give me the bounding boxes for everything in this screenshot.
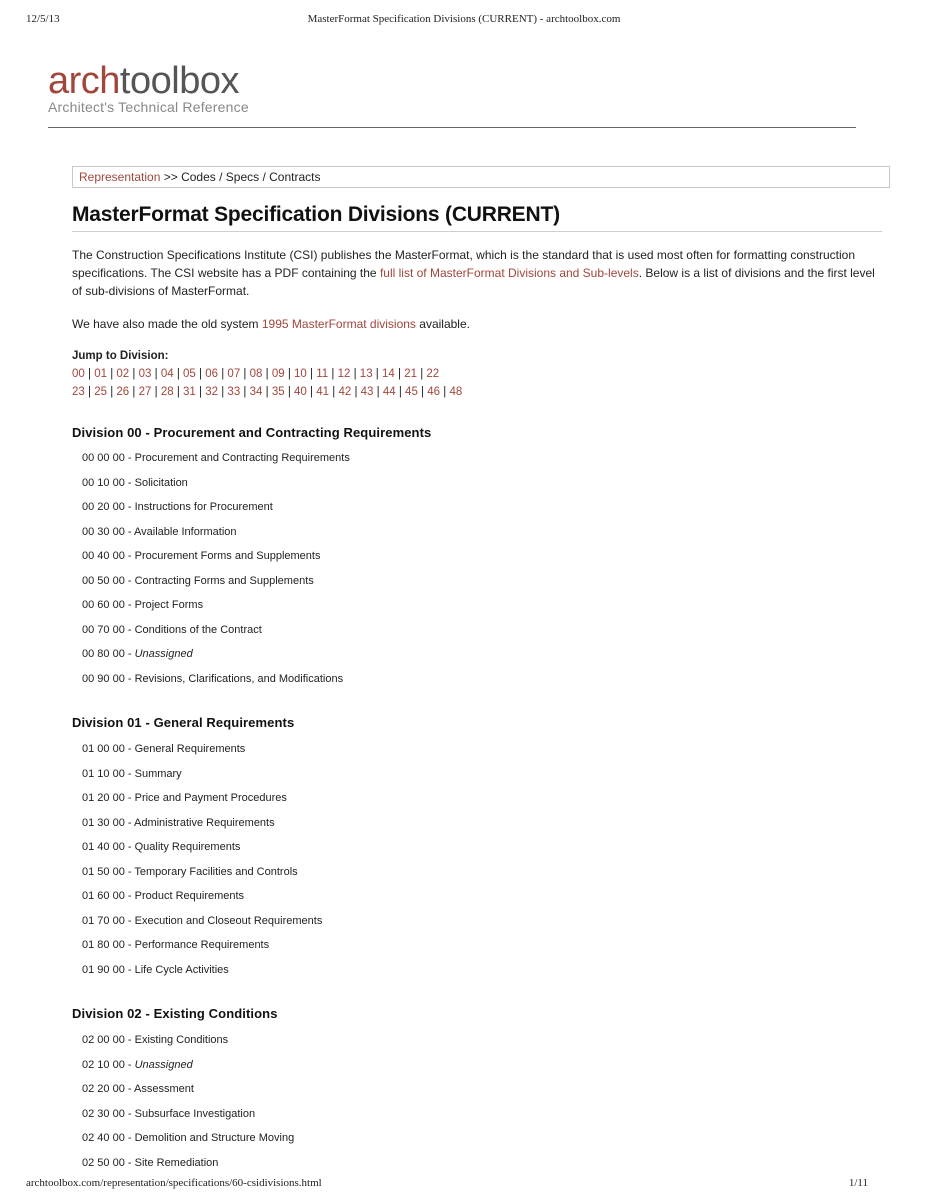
division-item: 01 50 00 - Temporary Facilities and Controls: [82, 865, 298, 878]
item-code: 01 00 00: [82, 743, 125, 755]
jump-separator: |: [199, 368, 203, 380]
jump-row: [72, 365, 462, 383]
item-title: Site Remediation: [134, 1156, 219, 1169]
item-code: 00 60 00: [82, 599, 125, 611]
item-code: 00 70 00: [82, 623, 125, 636]
jump-link-04[interactable]: 04: [160, 368, 174, 380]
item-code: 01 90 00: [82, 963, 125, 976]
jump-separator: |: [376, 386, 380, 398]
item-title: Product Requirements: [134, 890, 245, 902]
jump-link-35[interactable]: 35: [271, 386, 285, 398]
jump-link-07[interactable]: 07: [227, 368, 241, 380]
division-list-01: [82, 742, 322, 987]
breadcrumb-separator: >>: [160, 170, 182, 184]
jump-link-12[interactable]: 12: [337, 368, 351, 380]
division-item: 02 40 00 - Demolition and Structure Moving: [82, 1132, 295, 1144]
breadcrumb-current: Codes / Specs / Contracts: [181, 170, 321, 184]
logo-tagline: Architect's Technical Reference: [48, 99, 249, 115]
division-item: 00 30 00 - Available Information: [82, 525, 237, 538]
jump-separator: |: [443, 386, 447, 398]
jump-separator: |: [176, 386, 180, 398]
jump-link-34[interactable]: 34: [249, 386, 263, 398]
jump-link-21[interactable]: 21: [404, 368, 417, 380]
item-title: Unassigned: [134, 648, 193, 660]
division-item: 00 90 00 - Revisions, Clarifications, and Modifications: [82, 672, 344, 685]
item-code: 00 40 00: [82, 550, 125, 562]
item-title: Execution and Closeout Requirements: [134, 914, 323, 927]
division-item: 02 50 00 - Site Remediation: [82, 1156, 219, 1169]
intro-paragraph: The Construction Specifications Institute (CSI) publishes the MasterFormat, which is the standard that is used most often for formatting construction specifications. The CSI website has a PDF containing the full list of MasterFormat Divisions and Sub-levels. Below is a list of divisions and the first level of sub-divisions of MasterFormat.: [72, 248, 875, 298]
item-code: 02 10 00: [82, 1058, 125, 1071]
item-title: Procurement and Contracting Requirements: [134, 452, 350, 464]
jump-link-46[interactable]: 46: [427, 386, 441, 398]
jump-link-40[interactable]: 40: [294, 386, 307, 398]
division-item: 01 20 00 - Price and Payment Procedures: [82, 792, 287, 804]
division-item: 02 00 00 - Existing Conditions: [82, 1034, 229, 1046]
jump-link-00[interactable]: 00: [72, 368, 85, 380]
item-title: Summary: [134, 767, 182, 780]
item-code: 01 20 00: [82, 792, 125, 804]
jump-separator: |: [310, 368, 314, 380]
jump-row: [72, 383, 462, 401]
jump-link-02[interactable]: 02: [116, 368, 130, 380]
jump-link-22[interactable]: 22: [426, 368, 440, 380]
division-item: 00 50 00 - Contracting Forms and Supplements: [82, 574, 314, 587]
logo-wordmark[interactable]: archtoolbox: [48, 60, 239, 102]
jump-link-42[interactable]: 42: [338, 386, 352, 398]
jump-separator: |: [332, 386, 336, 398]
jump-link-14[interactable]: 14: [382, 368, 395, 380]
jump-separator: |: [354, 386, 358, 398]
division-item: 00 10 00 - Solicitation: [82, 476, 188, 489]
breadcrumb: [72, 166, 890, 188]
jump-separator: |: [243, 368, 247, 380]
item-title: Temporary Facilities and Controls: [134, 865, 298, 878]
jump-link-23[interactable]: 23: [72, 386, 85, 398]
item-title: Performance Requirements: [134, 939, 270, 951]
jump-separator: |: [176, 368, 180, 380]
division-item: 01 30 00 - Administrative Requirements: [82, 816, 275, 829]
item-code: 00 90 00: [82, 672, 125, 685]
jump-link-05[interactable]: 05: [183, 368, 196, 380]
item-title: Unassigned: [134, 1058, 193, 1071]
item-title: Price and Payment Procedures: [134, 792, 287, 804]
division-item: 01 70 00 - Execution and Closeout Requirements: [82, 914, 323, 927]
item-code: 00 80 00: [82, 648, 125, 660]
division-list-02: [82, 1033, 294, 1180]
item-title: Contracting Forms and Supplements: [134, 574, 314, 587]
division-item: 00 70 00 - Conditions of the Contract: [82, 623, 262, 636]
jump-separator: |: [221, 368, 225, 380]
division-heading-00: Division 00 - Procurement and Contracting Requirements: [72, 425, 432, 440]
old-system-paragraph: We have also made the old system 1995 MasterFormat divisions available.: [72, 317, 470, 331]
jump-separator: |: [110, 386, 114, 398]
jump-separator: |: [287, 386, 291, 398]
item-code: 02 50 00: [82, 1156, 125, 1169]
item-code: 00 30 00: [82, 525, 125, 538]
jump-link-48[interactable]: 48: [449, 386, 463, 398]
jump-separator: |: [375, 368, 379, 380]
item-code: 02 30 00: [82, 1107, 125, 1120]
item-title: Procurement Forms and Supplements: [134, 550, 321, 562]
jump-separator: |: [265, 386, 269, 398]
jump-link-32[interactable]: 32: [205, 386, 219, 398]
page-title: MasterFormat Specification Divisions (CURRENT): [72, 203, 560, 226]
print-date: 12/5/13: [26, 13, 60, 25]
jump-separator: |: [265, 368, 269, 380]
division-heading-02: Division 02 - Existing Conditions: [72, 1006, 278, 1021]
jump-separator: |: [199, 386, 203, 398]
item-title: Instructions for Procurement: [134, 501, 273, 513]
division-item: 00 40 00 - Procurement Forms and Supplements: [82, 550, 321, 562]
item-title: Existing Conditions: [134, 1034, 229, 1046]
jump-link-41[interactable]: 41: [316, 386, 330, 398]
jump-link-06[interactable]: 06: [205, 368, 219, 380]
jump-link-10[interactable]: 10: [294, 368, 307, 380]
site-logo[interactable]: [48, 62, 249, 115]
print-url: archtoolbox.com/representation/specifications/60-csidivisions.html: [26, 1177, 322, 1189]
jump-link-01[interactable]: 01: [94, 368, 107, 380]
jump-link-26[interactable]: 26: [116, 386, 130, 398]
jump-separator: |: [88, 368, 91, 380]
item-title: Administrative Requirements: [134, 816, 275, 829]
jump-label: Jump to Division:: [72, 350, 169, 362]
jump-link-33[interactable]: 33: [227, 386, 241, 398]
item-title: Solicitation: [134, 476, 188, 489]
full-list-link[interactable]: full list of MasterFormat Divisions and Sub-levels: [379, 266, 639, 280]
jump-separator: |: [154, 386, 158, 398]
jump-separator: |: [398, 368, 401, 380]
breadcrumb-link-representation[interactable]: Representation: [79, 170, 161, 184]
item-title: Quality Requirements: [134, 841, 241, 853]
item-title: Revisions, Clarifications, and Modifications: [134, 672, 344, 685]
division-item: 01 60 00 - Product Requirements: [82, 890, 245, 902]
item-title: Subsurface Investigation: [134, 1107, 256, 1120]
jump-separator: |: [398, 386, 402, 398]
jump-separator: |: [243, 386, 247, 398]
jump-separator: |: [310, 386, 314, 398]
division-item: 02 30 00 - Subsurface Investigation: [82, 1107, 256, 1120]
item-title: General Requirements: [134, 743, 246, 755]
item-code: 00 50 00: [82, 574, 125, 587]
item-code: 00 20 00: [82, 501, 125, 513]
title-divider: [72, 231, 882, 232]
division-item: 00 00 00 - Procurement and Contracting Requirements: [82, 452, 350, 464]
division-item: 01 90 00 - Life Cycle Activities: [82, 963, 229, 976]
item-code: 01 10 00: [82, 767, 125, 780]
item-code: 00 10 00: [82, 476, 125, 489]
item-title: Project Forms: [134, 599, 204, 611]
division-item: 01 80 00 - Performance Requirements: [82, 939, 270, 951]
jump-link-09[interactable]: 09: [271, 368, 285, 380]
jump-separator: |: [287, 368, 291, 380]
jump-separator: |: [132, 368, 136, 380]
jump-link-08[interactable]: 08: [249, 368, 263, 380]
item-code: 01 50 00: [82, 865, 125, 878]
jump-separator: |: [421, 386, 425, 398]
item-code: 01 60 00: [82, 890, 125, 902]
item-code: 02 00 00: [82, 1034, 125, 1046]
jump-link-45[interactable]: 45: [405, 386, 418, 398]
jump-link-11[interactable]: 11: [316, 368, 329, 380]
jump-separator: |: [353, 368, 357, 380]
jump-separator: |: [110, 368, 114, 380]
item-title: Assessment: [134, 1083, 194, 1095]
item-code: 01 80 00: [82, 939, 125, 951]
jump-link-43[interactable]: 43: [360, 386, 374, 398]
print-page-title: MasterFormat Specification Divisions (CURRENT) - archtoolbox.com: [307, 13, 621, 25]
division-heading-01: Division 01 - General Requirements: [72, 715, 295, 730]
division-item: 00 60 00 - Project Forms: [82, 599, 204, 611]
division-item: 02 10 00 - Unassigned: [82, 1058, 193, 1071]
jump-separator: |: [331, 368, 335, 380]
old-masterformat-link[interactable]: 1995 MasterFormat divisions: [261, 317, 416, 331]
item-code: 01 70 00: [82, 914, 125, 927]
jump-link-44[interactable]: 44: [382, 386, 396, 398]
jump-separator: |: [221, 386, 225, 398]
jump-separator: |: [154, 368, 158, 380]
item-code: 02 40 00: [82, 1132, 125, 1144]
division-item: 02 20 00 - Assessment: [82, 1083, 194, 1095]
jump-link-03[interactable]: 03: [138, 368, 152, 380]
item-code: 01 30 00: [82, 816, 125, 829]
jump-to-division: [72, 347, 462, 401]
item-code: 00 00 00: [82, 452, 125, 464]
header-divider: [48, 127, 856, 128]
jump-link-28[interactable]: 28: [160, 386, 174, 398]
division-item: 01 40 00 - Quality Requirements: [82, 841, 241, 853]
item-title: Conditions of the Contract: [134, 623, 262, 636]
jump-link-25[interactable]: 25: [94, 386, 107, 398]
division-list-00: [82, 451, 350, 696]
jump-link-31[interactable]: 31: [183, 386, 196, 398]
jump-separator: |: [420, 368, 424, 380]
jump-separator: |: [132, 386, 136, 398]
item-title: Demolition and Structure Moving: [134, 1132, 295, 1144]
item-title: Life Cycle Activities: [134, 963, 229, 976]
jump-separator: |: [88, 386, 91, 398]
item-code: 01 40 00: [82, 841, 125, 853]
division-item: 01 10 00 - Summary: [82, 767, 182, 780]
print-page-number: 1/11: [848, 1177, 868, 1189]
item-code: 02 20 00: [82, 1083, 125, 1095]
jump-link-13[interactable]: 13: [359, 368, 373, 380]
division-item: 00 80 00 - Unassigned: [82, 648, 193, 660]
item-title: Available Information: [134, 525, 237, 538]
jump-link-27[interactable]: 27: [138, 386, 152, 398]
division-item: 01 00 00 - General Requirements: [82, 743, 246, 755]
division-item: 00 20 00 - Instructions for Procurement: [82, 501, 273, 513]
